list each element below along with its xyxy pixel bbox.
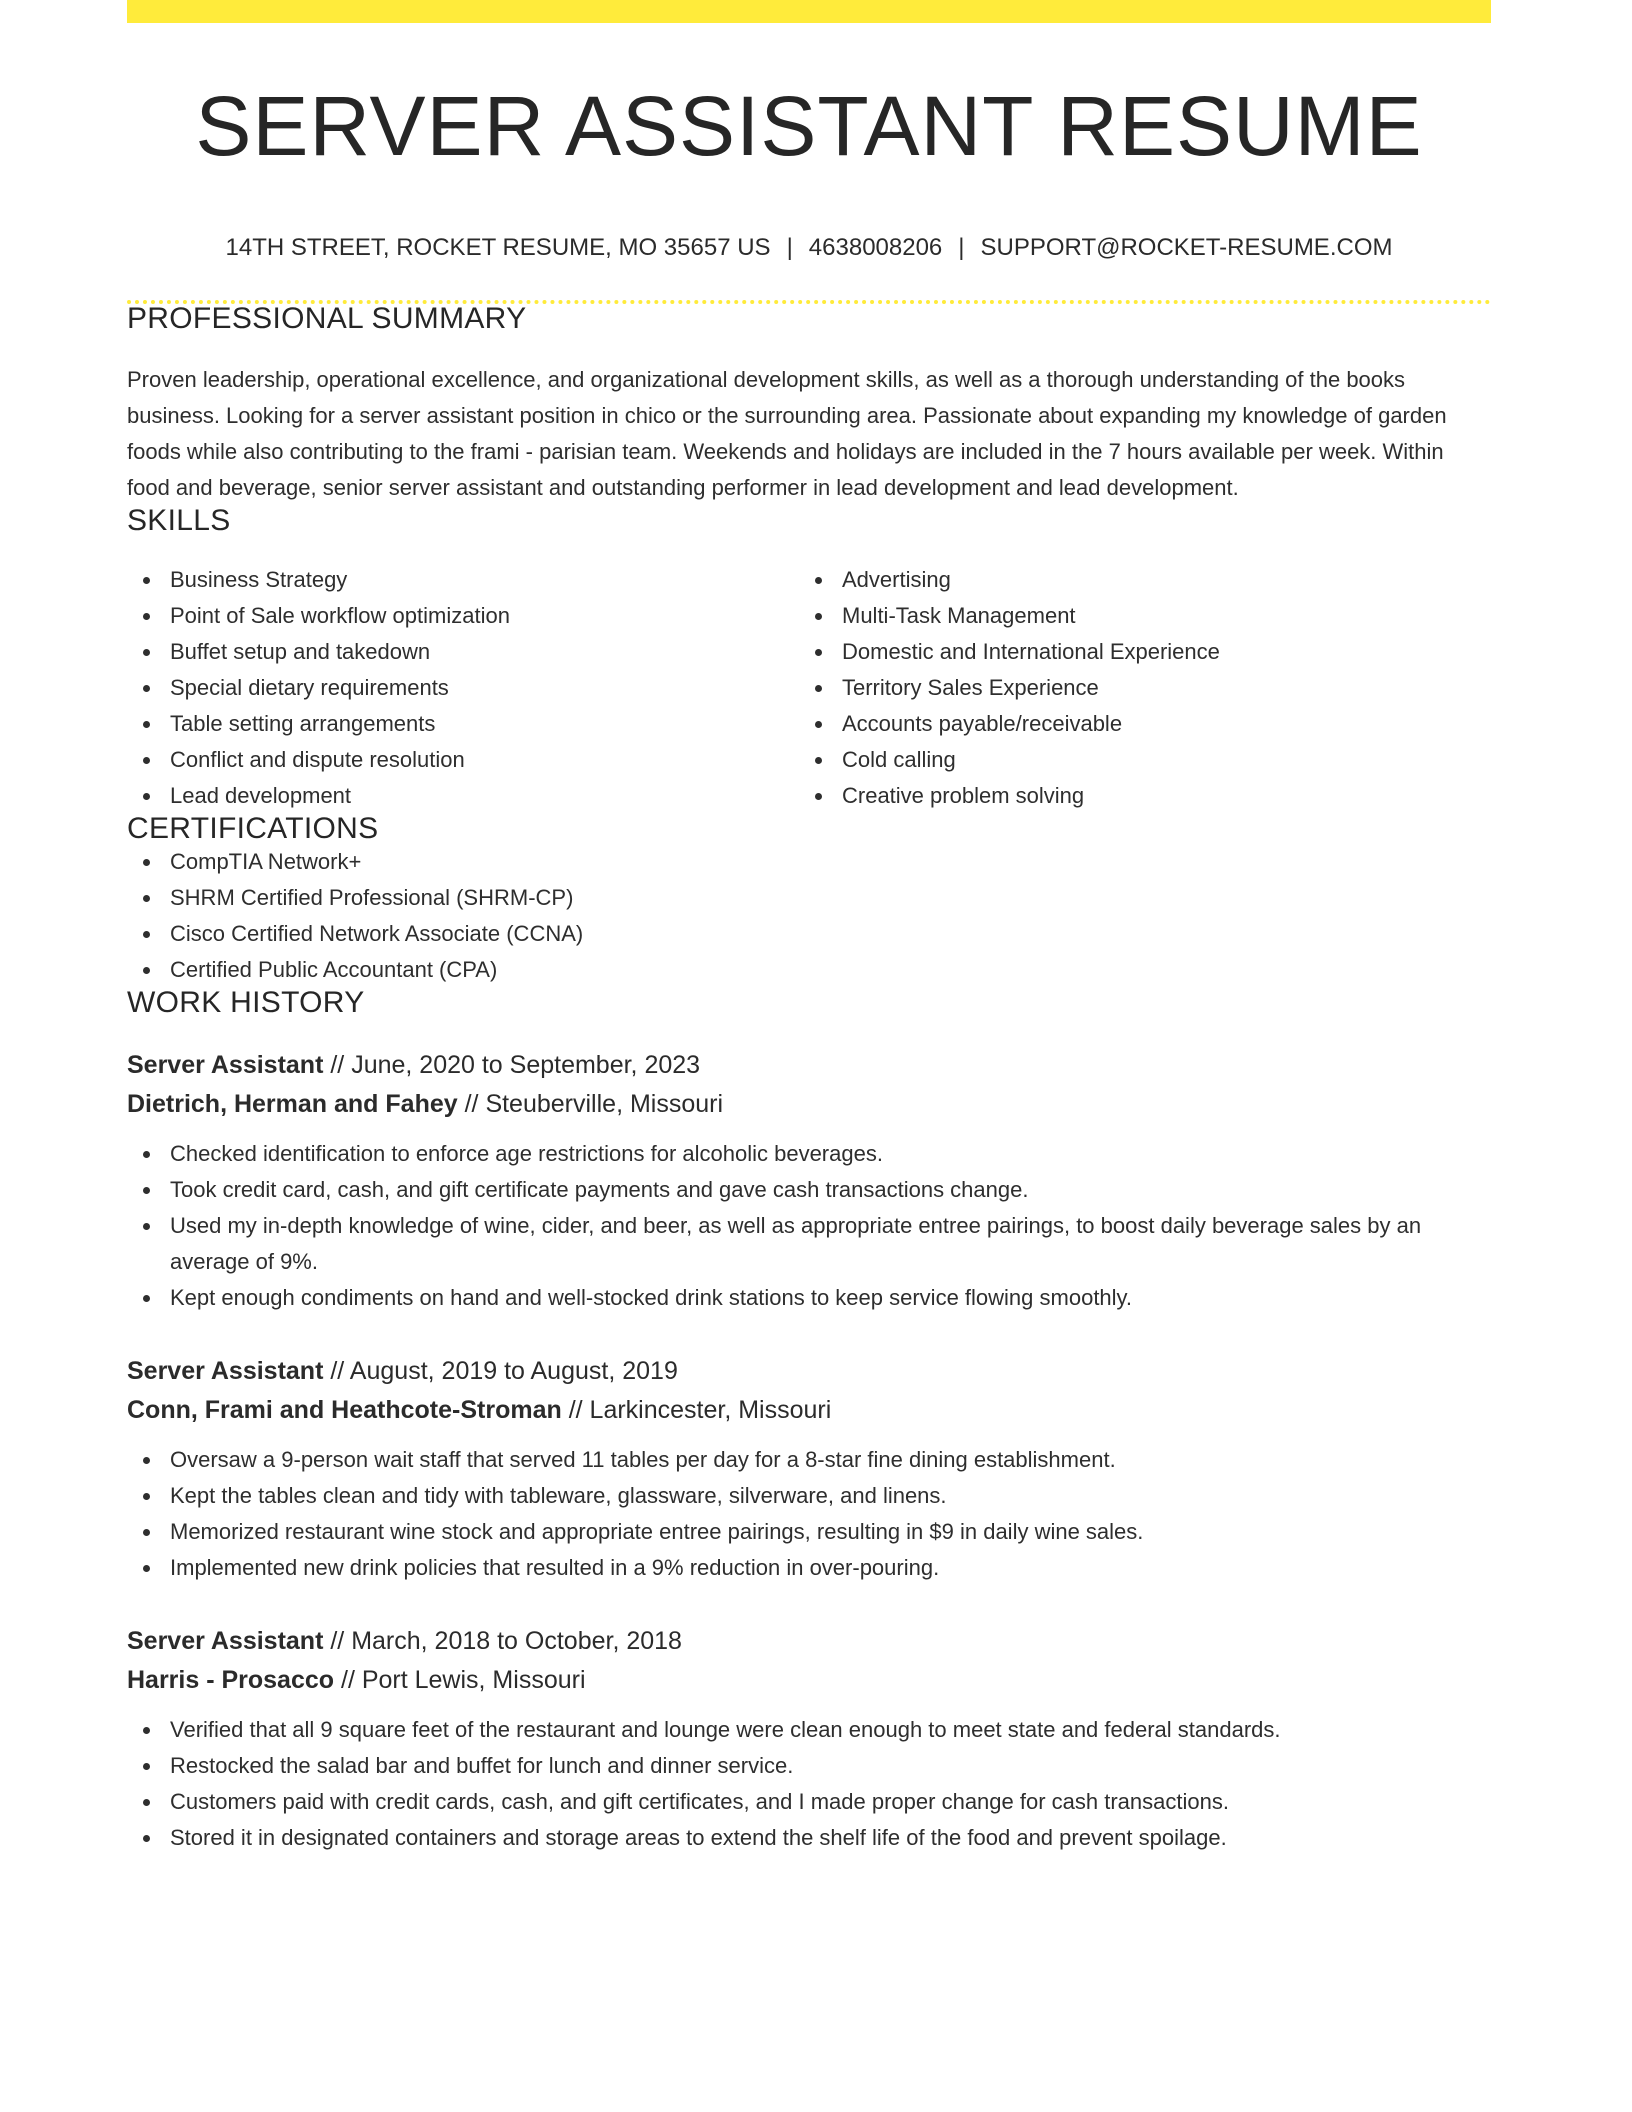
job-company: Conn, Frami and Heathcote-Stroman xyxy=(127,1396,562,1424)
job-dates: // March, 2018 to October, 2018 xyxy=(323,1627,682,1655)
job-title: Server Assistant xyxy=(127,1357,324,1385)
job-bullet: Verified that all 9 square feet of the restaurant and lounge were clean enough to meet state and federal standards. xyxy=(127,1712,1491,1748)
skill-item: Territory Sales Experience xyxy=(799,670,1471,706)
skill-item: Advertising xyxy=(799,562,1471,598)
job-bullet: Checked identification to enforce age restrictions for alcoholic beverages. xyxy=(127,1136,1491,1172)
job-bullet: Took credit card, cash, and gift certificate payments and gave cash transactions change. xyxy=(127,1172,1491,1208)
job-bullets xyxy=(127,1136,1491,1316)
resume-page xyxy=(127,0,1491,1856)
job-location: // Larkincester, Missouri xyxy=(561,1396,832,1424)
job-title: Server Assistant xyxy=(127,1051,324,1079)
job-bullet: Kept enough condiments on hand and well-stocked drink stations to keep service flowing smoothly. xyxy=(127,1280,1491,1316)
job-bullet: Stored it in designated containers and storage areas to extend the shelf life of the food and prevent spoilage. xyxy=(127,1820,1491,1856)
skill-item: Lead development xyxy=(127,778,799,814)
certification-item: SHRM Certified Professional (SHRM-CP) xyxy=(127,880,1491,916)
job-bullet: Oversaw a 9-person wait staff that served 11 tables per day for a 8-star fine dining establishment. xyxy=(127,1442,1491,1478)
skill-item: Conflict and dispute resolution xyxy=(127,742,799,778)
job-bullets xyxy=(127,1442,1491,1586)
skills-list-right xyxy=(799,562,1471,814)
job-bullets xyxy=(127,1712,1491,1856)
skill-item: Multi-Task Management xyxy=(799,598,1471,634)
job-dates: // August, 2019 to August, 2019 xyxy=(323,1357,678,1385)
contact-separator: | xyxy=(958,234,965,261)
job-title-line xyxy=(127,1046,1491,1085)
job-bullet: Customers paid with credit cards, cash, and gift certificates, and I made proper change for cash transactions. xyxy=(127,1784,1491,1820)
job-bullet: Memorized restaurant wine stock and appropriate entree pairings, resulting in $9 in daily wine sales. xyxy=(127,1514,1491,1550)
job-bullet: Used my in-depth knowledge of wine, cider, and beer, as well as appropriate entree pairings, to boost daily beverage sales by an average of 9%. xyxy=(127,1208,1491,1280)
skill-item: Domestic and International Experience xyxy=(799,634,1471,670)
skill-item: Point of Sale workflow optimization xyxy=(127,598,799,634)
job-title-line xyxy=(127,1352,1491,1391)
certification-item: Certified Public Accountant (CPA) xyxy=(127,952,1491,988)
job-entry xyxy=(127,1046,1491,1316)
skill-item: Business Strategy xyxy=(127,562,799,598)
skills-list-left xyxy=(127,562,799,814)
skill-item: Buffet setup and takedown xyxy=(127,634,799,670)
skills-columns xyxy=(127,562,1491,814)
skill-item: Table setting arrangements xyxy=(127,706,799,742)
job-bullet: Restocked the salad bar and buffet for lunch and dinner service. xyxy=(127,1748,1491,1784)
certifications-heading: CERTIFICATIONS xyxy=(127,812,379,845)
job-entry xyxy=(127,1352,1491,1586)
job-company: Harris - Prosacco xyxy=(127,1666,335,1694)
skill-item: Creative problem solving xyxy=(799,778,1471,814)
contact-phone: 4638008206 xyxy=(808,234,943,261)
certification-item: CompTIA Network+ xyxy=(127,844,1491,880)
skills-heading: SKILLS xyxy=(127,504,231,537)
contact-email: SUPPORT@ROCKET-RESUME.COM xyxy=(980,234,1393,261)
job-title: Server Assistant xyxy=(127,1627,324,1655)
job-entry xyxy=(127,1622,1491,1856)
job-title-line xyxy=(127,1622,1491,1661)
job-location: // Steuberville, Missouri xyxy=(457,1090,724,1118)
contact-address: 14TH STREET, ROCKET RESUME, MO 35657 US xyxy=(225,234,771,261)
summary-text: Proven leadership, operational excellence, and organizational development skills, as well as a thorough understanding of the books business. Looking for a server assistant position in chico or the surrounding area. Passionate about expanding my knowledge of garden foods while also contributing to the frami - parisian team. Weekends and holidays are included in the 7 hours available per week. Within food and beverage, senior server assistant and outstanding performer in lead development and lead development. xyxy=(127,367,1447,500)
job-company-line xyxy=(127,1661,1491,1700)
job-location: // Port Lewis, Missouri xyxy=(334,1666,586,1694)
job-company-line xyxy=(127,1391,1491,1430)
job-bullet: Kept the tables clean and tidy with tableware, glassware, silverware, and linens. xyxy=(127,1478,1491,1514)
job-company: Dietrich, Herman and Fahey xyxy=(127,1090,458,1118)
summary-heading: PROFESSIONAL SUMMARY xyxy=(127,302,527,335)
certifications-list xyxy=(127,844,1491,988)
skill-item: Cold calling xyxy=(799,742,1471,778)
skill-item: Special dietary requirements xyxy=(127,670,799,706)
contact-separator: | xyxy=(786,234,793,261)
skill-item: Accounts payable/receivable xyxy=(799,706,1471,742)
job-dates: // June, 2020 to September, 2023 xyxy=(323,1051,701,1079)
contact-line xyxy=(127,236,1491,260)
job-bullet: Implemented new drink policies that resulted in a 9% reduction in over-pouring. xyxy=(127,1550,1491,1586)
job-company-line xyxy=(127,1085,1491,1124)
certification-item: Cisco Certified Network Associate (CCNA) xyxy=(127,916,1491,952)
accent-top-bar xyxy=(127,0,1491,23)
resume-title: SERVER ASSISTANT RESUME xyxy=(195,79,1423,173)
work-history-heading: WORK HISTORY xyxy=(127,986,365,1019)
